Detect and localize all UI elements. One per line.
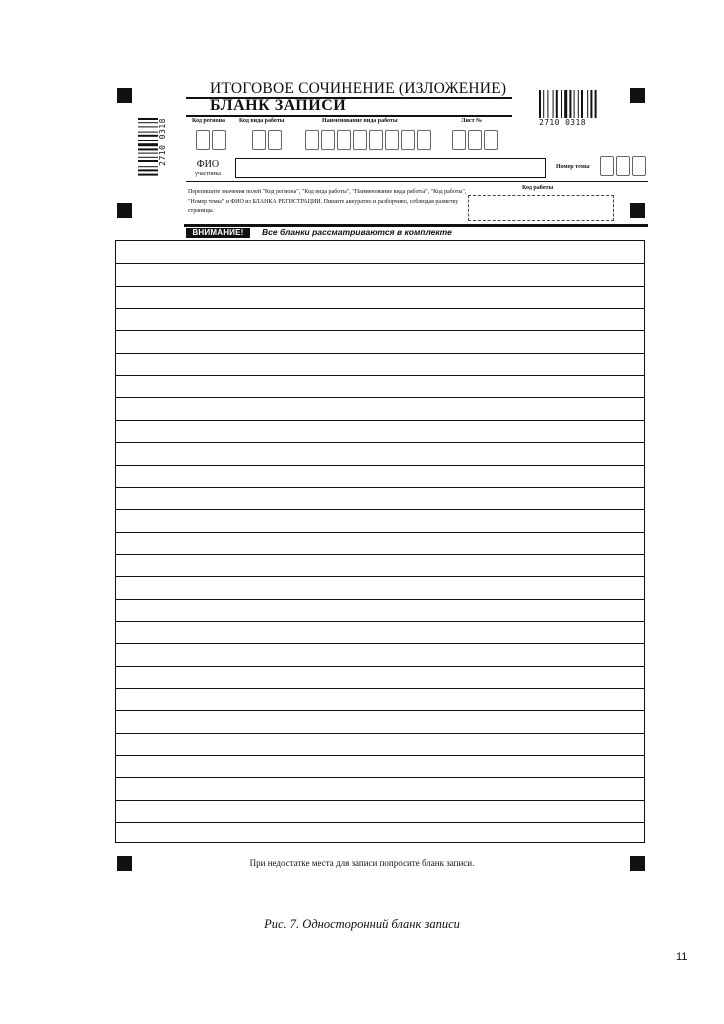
ruled-line — [116, 822, 644, 823]
input-cell[interactable] — [401, 130, 415, 150]
input-cell[interactable] — [600, 156, 614, 176]
attention-badge: ВНИМАНИЕ! — [186, 228, 250, 238]
instructions-text: Перепишите значения полей "Код региона", "Код вида работы", "Наименование вида работы", "Код работы", "Номер темы" и ФИО из БЛАНКА РЕГИСТРАЦИИ. Пишите аккуратно и разборчиво, соблюдая разметку страницы. — [188, 189, 467, 214]
work-type-code-label: Код вида работы — [239, 118, 285, 124]
input-cell[interactable] — [353, 130, 367, 150]
ruled-line — [116, 599, 644, 600]
ruled-line — [116, 330, 644, 331]
attention-text: Все бланки рассматриваются в комплекте — [262, 227, 452, 237]
form-subtitle: БЛАНК ЗАПИСИ — [210, 97, 347, 114]
subtitle-rule — [186, 115, 512, 117]
input-cell[interactable] — [369, 130, 383, 150]
ruled-line — [116, 755, 644, 756]
ruled-line — [116, 375, 644, 376]
input-cell[interactable] — [468, 130, 482, 150]
footer-note: При недостатке места для записи попросите бланк записи. — [249, 858, 475, 868]
input-cell[interactable] — [305, 130, 319, 150]
input-cell[interactable] — [417, 130, 431, 150]
ruled-line — [116, 397, 644, 398]
work-type-name-label: Наименование вида работы — [322, 118, 398, 124]
ruled-line — [116, 621, 644, 622]
input-cell[interactable] — [252, 130, 266, 150]
writing-area[interactable] — [115, 240, 645, 843]
fio-label-text: ФИО — [196, 159, 220, 170]
ruled-line — [116, 487, 644, 488]
ruled-line — [116, 420, 644, 421]
input-cell[interactable] — [484, 130, 498, 150]
input-cell[interactable] — [212, 130, 226, 150]
ruled-line — [116, 442, 644, 443]
topic-number-label: Номер темы — [556, 164, 590, 170]
registration-marker-top-left — [117, 88, 132, 103]
fio-sublabel: участника — [195, 171, 221, 177]
fio-label — [195, 160, 221, 178]
ruled-line — [116, 733, 644, 734]
topic-number-cells[interactable] — [600, 156, 648, 176]
ruled-line — [116, 465, 644, 466]
input-cell[interactable] — [632, 156, 646, 176]
work-type-code-cells[interactable] — [252, 130, 284, 150]
fio-field[interactable] — [235, 158, 546, 178]
vertical-barcode — [138, 118, 158, 182]
ruled-line — [116, 666, 644, 667]
ruled-line — [116, 710, 644, 711]
ruled-line — [116, 688, 644, 689]
input-cell[interactable] — [321, 130, 335, 150]
ruled-line — [116, 509, 644, 510]
ruled-line — [116, 643, 644, 644]
sheet-number-label: Лист № — [461, 118, 483, 124]
page-number: 11 — [676, 951, 688, 963]
ruled-line — [116, 308, 644, 309]
sheet-number-cells[interactable] — [452, 130, 500, 150]
input-cell[interactable] — [196, 130, 210, 150]
work-code-field[interactable] — [468, 195, 614, 221]
input-cell[interactable] — [452, 130, 466, 150]
ruled-line — [116, 576, 644, 577]
ruled-line — [116, 800, 644, 801]
horizontal-barcode — [539, 90, 611, 118]
input-cell[interactable] — [268, 130, 282, 150]
ruled-line — [116, 286, 644, 287]
input-cell[interactable] — [385, 130, 399, 150]
region-code-label: Код региона — [192, 118, 226, 124]
input-cell[interactable] — [337, 130, 351, 150]
region-code-cells[interactable] — [196, 130, 228, 150]
ruled-line — [116, 777, 644, 778]
form-title: ИТОГОВОЕ СОЧИНЕНИЕ (ИЗЛОЖЕНИЕ) — [210, 80, 507, 97]
ruled-line — [116, 263, 644, 264]
ruled-line — [116, 554, 644, 555]
horizontal-barcode-digits: 2710 0318 — [539, 118, 586, 127]
registration-marker-top-right — [630, 88, 645, 103]
figure-caption: Рис. 7. Односторонний бланк записи — [264, 917, 460, 931]
work-type-name-cells[interactable] — [305, 130, 433, 150]
vertical-barcode-digits: 2710 0318 — [158, 118, 167, 166]
registration-marker-mid-right — [630, 203, 645, 218]
input-cell[interactable] — [616, 156, 630, 176]
work-code-label: Код работы — [522, 185, 554, 191]
header-divider — [186, 181, 648, 182]
ruled-line — [116, 353, 644, 354]
ruled-line — [116, 532, 644, 533]
registration-marker-mid-left — [117, 203, 132, 218]
